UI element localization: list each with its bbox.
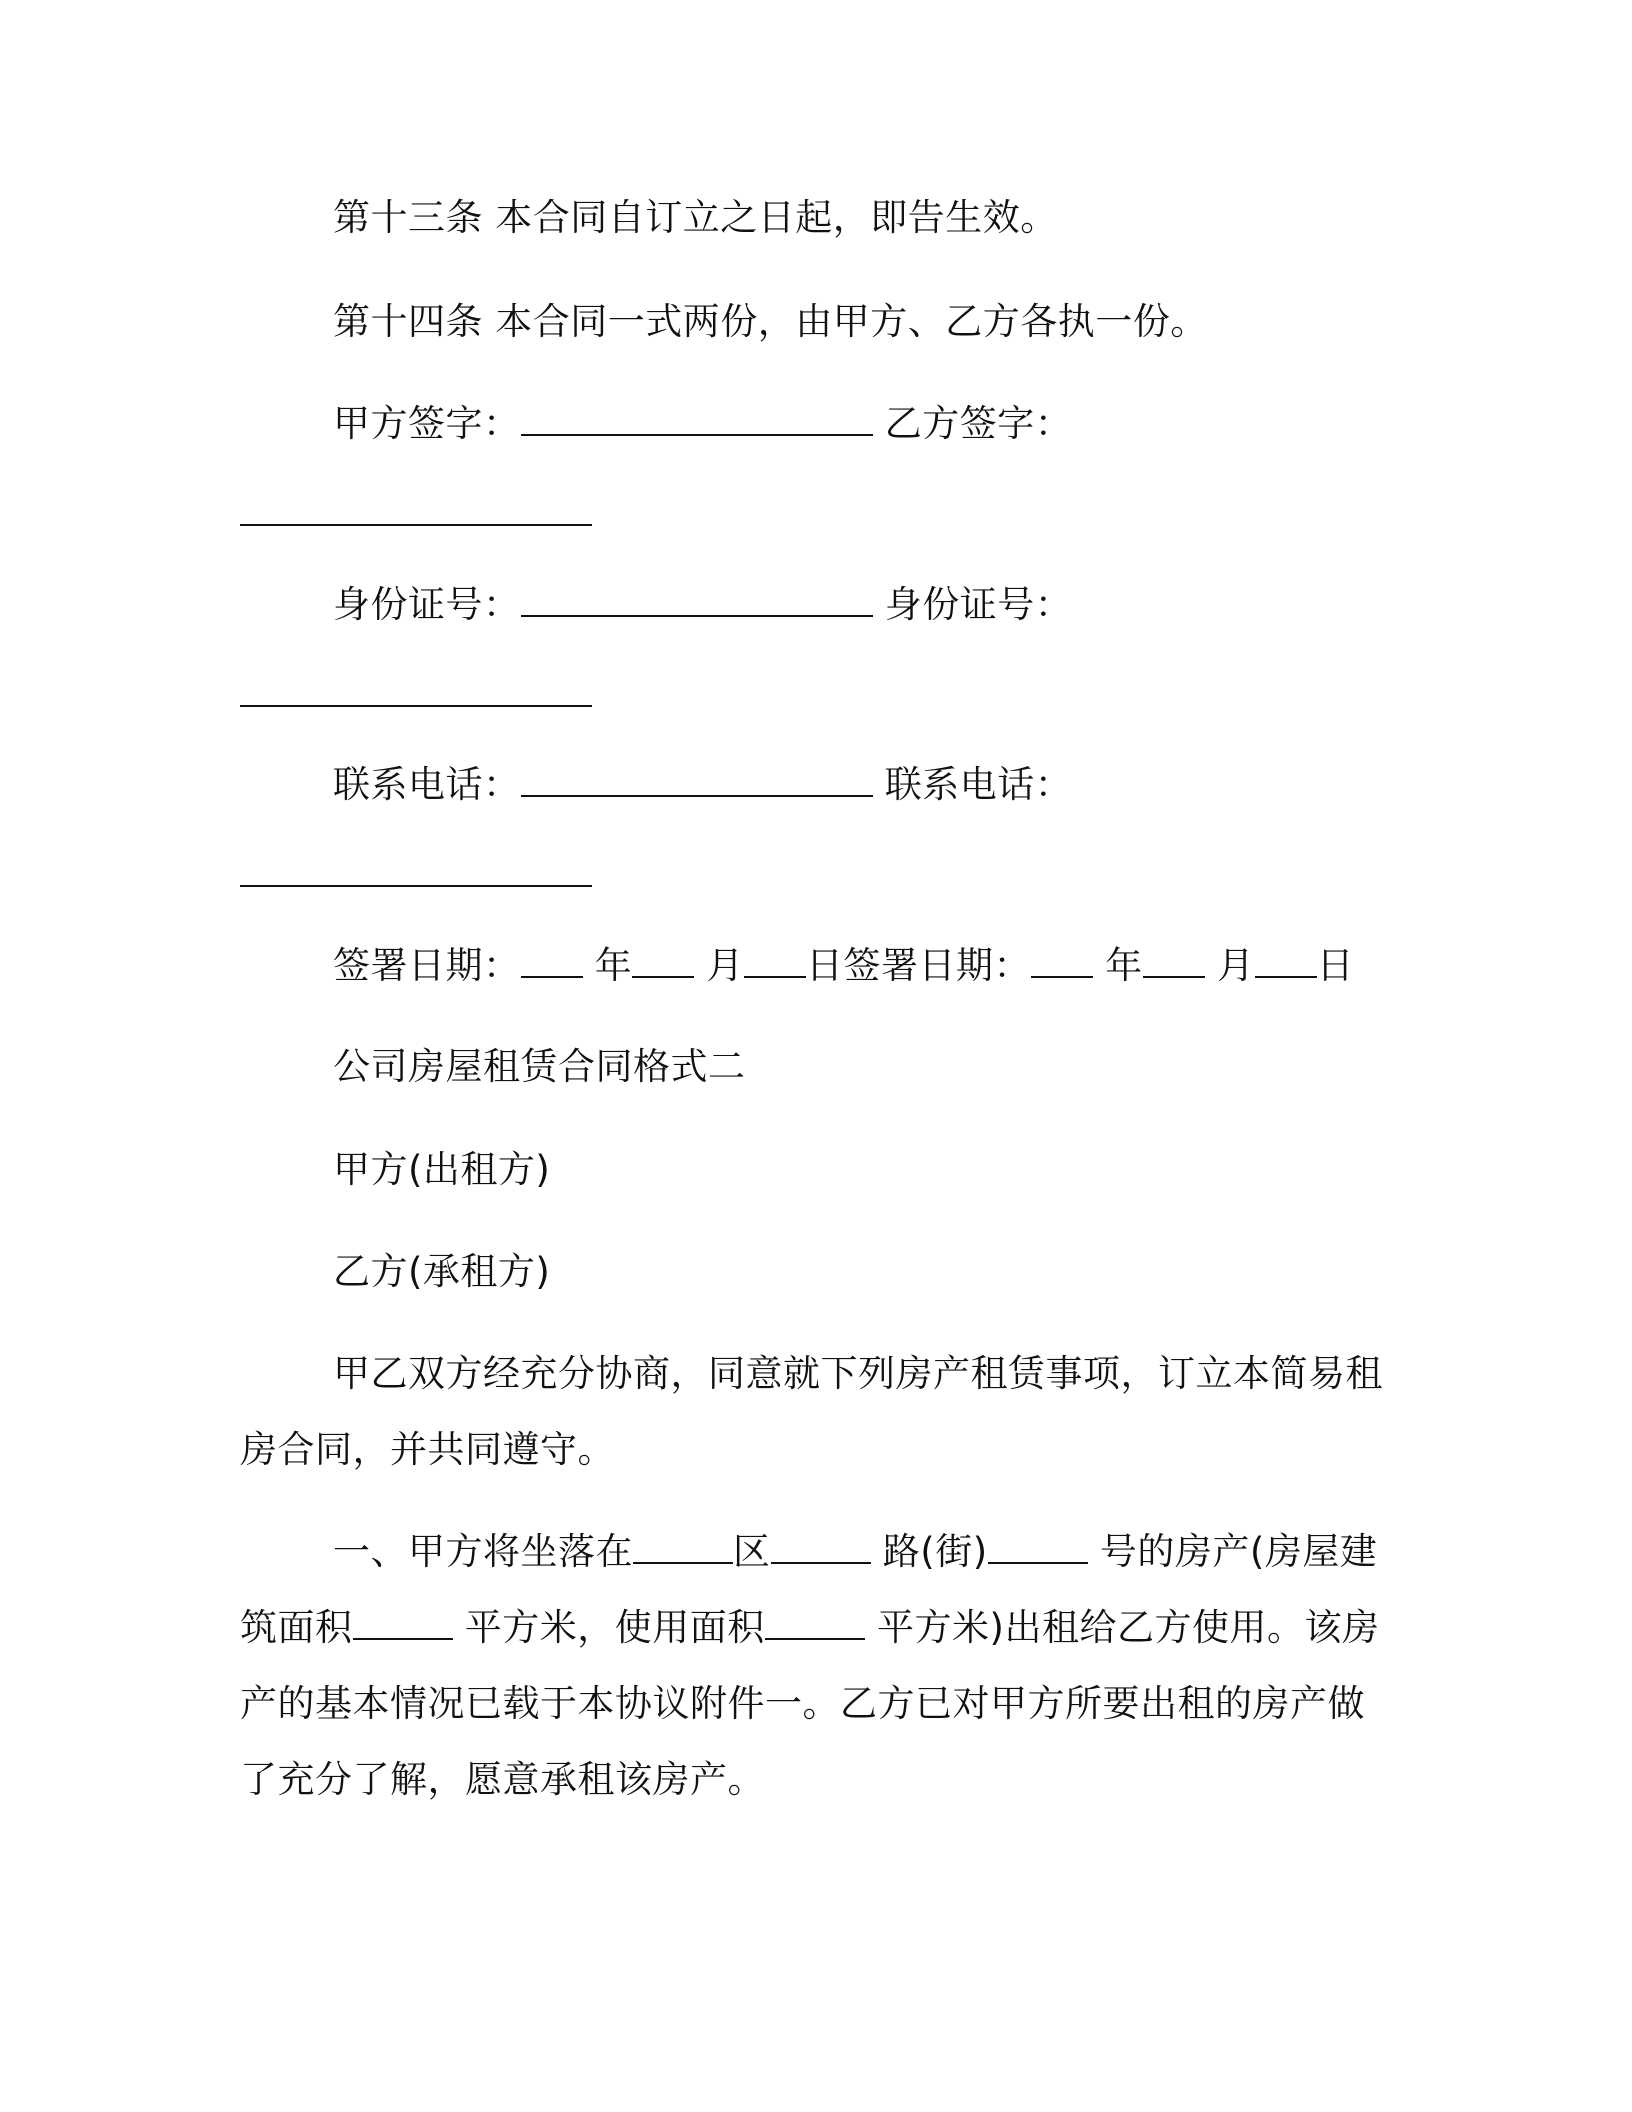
party-a-signature-label: 甲方签字： (333, 402, 521, 445)
usable-area-blank (765, 1608, 865, 1640)
intro-paragraph-line-2: 房合同，并共同遵守。 (240, 1428, 615, 1471)
party-b-heading: 乙方(承租方) (333, 1250, 551, 1293)
party-b-phone-blank (240, 885, 592, 887)
party-b-day-blank (1255, 946, 1317, 978)
party-a-year-label: 年 (594, 944, 633, 987)
party-b-day-label: 日 (1316, 944, 1355, 987)
party-b-year-blank (1031, 946, 1093, 978)
house-number-blank (988, 1532, 1088, 1564)
district-blank (633, 1532, 733, 1564)
signature-row (333, 402, 1072, 446)
party-b-phone-label: 联系电话： (884, 763, 1073, 806)
clause-1-line-3: 产的基本情况已载于本协议附件一。乙方已对甲方所要出租的房产做 (240, 1682, 1365, 1725)
party-a-phone-label: 联系电话： (333, 763, 521, 806)
party-b-month-label: 月 (1217, 944, 1255, 987)
party-b-id-label: 身份证号： (884, 583, 1073, 626)
party-a-month-label: 月 (706, 944, 745, 987)
lease-statement: 平方米)出租给乙方使用。该房 (877, 1606, 1380, 1649)
article-13: 第十三条 本合同自订立之日起，即告生效。 (333, 196, 1058, 239)
road-label: 路(街) (882, 1530, 988, 1573)
party-b-signature-blank (240, 524, 592, 526)
party-a-id-blank (521, 585, 873, 617)
signing-date-row (333, 944, 1354, 988)
party-b-id-blank (240, 705, 592, 707)
party-a-day-blank (744, 946, 806, 978)
usable-area-label: 平方米，使用面积 (464, 1606, 765, 1649)
party-a-date-label: 签署日期： (333, 944, 521, 987)
party-a-id-label: 身份证号： (333, 583, 521, 626)
road-blank (771, 1532, 871, 1564)
party-a-year-blank (521, 946, 583, 978)
intro-paragraph-line-1: 甲乙双方经充分协商，同意就下列房产租赁事项，订立本简易租 (333, 1352, 1383, 1395)
district-label: 区 (733, 1530, 771, 1573)
format-title: 公司房屋租赁合同格式二 (333, 1045, 746, 1088)
party-a-signature-blank (521, 404, 873, 436)
clause-1-line-2 (240, 1606, 1379, 1650)
party-b-signature-label: 乙方签字： (884, 402, 1073, 445)
party-a-phone-blank (521, 765, 873, 797)
clause-1-line-4: 了充分了解，愿意承租该房产。 (240, 1758, 765, 1801)
building-area-blank (353, 1608, 453, 1640)
article-14: 第十四条 本合同一式两份，由甲方、乙方各执一份。 (333, 300, 1208, 343)
building-area-label: 筑面积 (240, 1606, 353, 1649)
clause-1-line-1 (333, 1530, 1377, 1574)
party-b-month-blank (1143, 946, 1205, 978)
phone-row (333, 763, 1072, 807)
house-number-label: 号的房产(房屋建 (1099, 1530, 1378, 1573)
party-b-year-label: 年 (1105, 944, 1143, 987)
party-a-month-blank (632, 946, 694, 978)
id-number-row (333, 583, 1072, 627)
clause-1-prefix: 一、甲方将坐落在 (333, 1530, 633, 1573)
party-a-heading: 甲方(出租方) (333, 1148, 551, 1191)
party-b-date-label: 日签署日期： (806, 944, 1032, 987)
